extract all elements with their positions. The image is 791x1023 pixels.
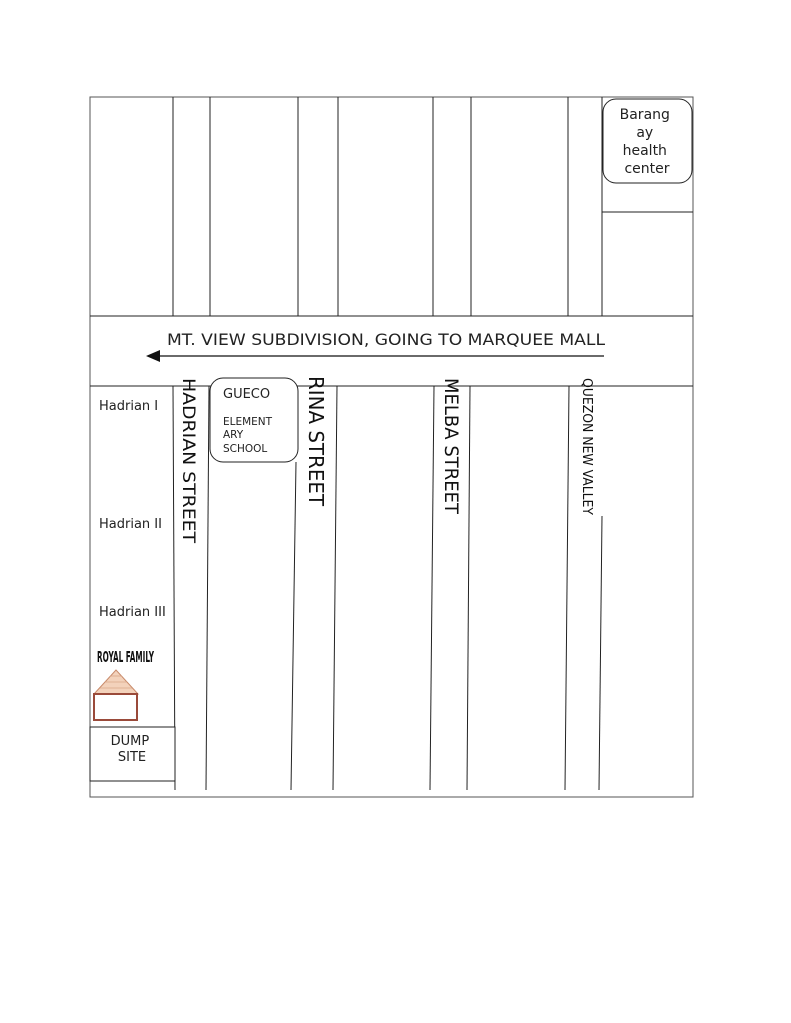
main-road-label: MT. VIEW SUBDIVISION, GOING TO MARQUEE MALL: [167, 330, 606, 349]
dump-site: [90, 727, 175, 781]
hadrian-3-label: Hadrian III: [99, 605, 166, 620]
melba-street-label: MELBA STREET: [440, 378, 462, 508]
school-name: GUECO: [223, 387, 271, 402]
gueco-elementary-school: [210, 378, 298, 462]
quezon-new-valley-label: QUEZON NEW VALLEY: [579, 378, 594, 507]
dump-site-line-2: SITE: [117, 750, 147, 765]
health-center-line-2: ay: [636, 125, 654, 141]
hadrian-street-label: HADRIAN STREET: [178, 378, 198, 512]
barangay-health-center: [603, 99, 692, 183]
school-type-line-1: ELEMENT: [223, 416, 273, 428]
royal-family-label: ROYAL FAMILY: [97, 648, 155, 666]
health-center-line-4: center: [624, 161, 670, 177]
school-type-line-2: ARY: [223, 429, 244, 441]
direction-arrow: [146, 350, 604, 362]
school-type-line-3: SCHOOL: [223, 443, 268, 455]
dump-site-line-1: DUMP: [110, 734, 150, 749]
health-center-line-1: Barang: [619, 107, 670, 123]
hadrian-1-label: Hadrian I: [99, 399, 159, 414]
hadrian-2-label: Hadrian II: [99, 517, 162, 532]
rina-street-label: RINA STREET: [304, 376, 328, 494]
health-center-line-3: health: [622, 143, 667, 159]
house-icon: [94, 670, 138, 720]
